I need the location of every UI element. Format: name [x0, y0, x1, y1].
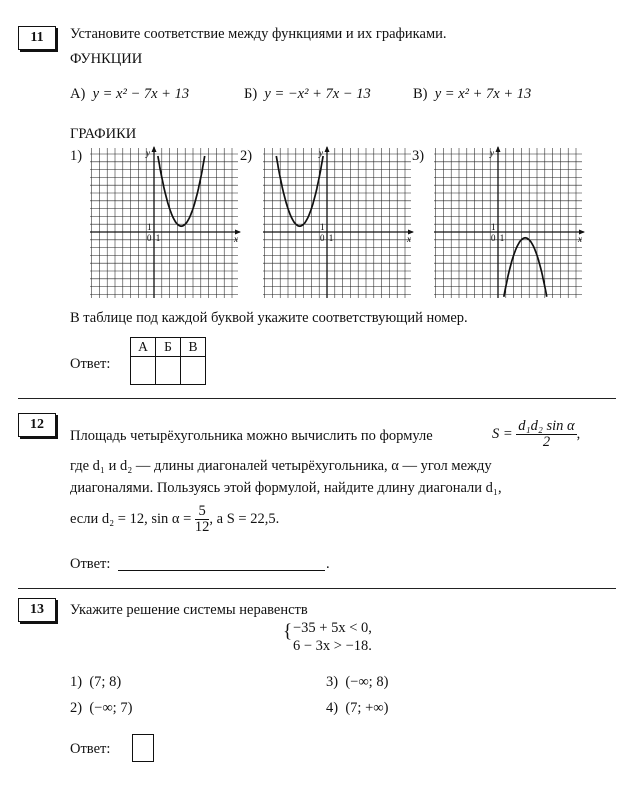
option-3-value: (−∞; 8)	[345, 674, 389, 690]
function-b-formula: y = −x² + 7x − 13	[264, 86, 371, 102]
task12-line-4-end: , а S = 22,5.	[209, 510, 280, 527]
answer-field-period: .	[326, 556, 330, 572]
graphs-heading: ГРАФИКИ	[70, 126, 137, 142]
graph-2-curve	[276, 156, 323, 226]
graph-1-unit-y-label: 1	[147, 222, 152, 233]
graph-2-unit-y-label: 1	[320, 222, 325, 233]
graph-3-label: 3)	[412, 148, 425, 164]
task12-line-4	[70, 504, 279, 535]
sin-denominator: 12	[194, 519, 210, 535]
graph-2-label: 2)	[240, 148, 253, 164]
function-c-formula: y = x² + 7x + 13	[434, 86, 532, 102]
graph-3-unit-y-label: 1	[491, 222, 496, 233]
task13-answer-box[interactable]	[132, 734, 154, 762]
answer-cell-b[interactable]	[156, 357, 181, 385]
option-1-label: 1)	[70, 674, 83, 690]
task12-line-1: Площадь четырёхугольника можно вычислить по формуле	[70, 428, 433, 444]
graph-1-x-label: x	[234, 234, 238, 244]
function-a-formula: y = x² − 7x + 13	[92, 86, 190, 102]
option-1-value: (7; 8)	[89, 674, 122, 690]
system-line-2: 6 − 3x > −18.	[293, 638, 372, 654]
graph-2-unit-x-label: 1	[328, 233, 334, 243]
answer-cell-a[interactable]	[131, 357, 156, 385]
option-1[interactable]	[70, 674, 121, 691]
task12-answer-field[interactable]	[118, 556, 325, 571]
sin-fraction	[195, 504, 210, 535]
task12-answer-label: Ответ:	[70, 556, 111, 572]
graph-3-origin-label: 0	[491, 233, 496, 243]
area-formula-denominator: 2	[542, 434, 551, 450]
graph-3-y-label: y	[490, 148, 494, 158]
graph-3-curve	[504, 238, 547, 297]
task13-answer-label: Ответ:	[70, 741, 111, 757]
function-c	[413, 86, 531, 103]
task-number-13: 13	[18, 598, 56, 622]
task12-line-2: где d₁ и d₂ — длины диагоналей четырёхугольника, α — угол между	[70, 458, 492, 474]
task11-answer-label: Ответ:	[70, 356, 111, 372]
graph-2	[261, 146, 417, 302]
answer-header-b: Б	[156, 338, 181, 357]
graph-2-x-label: x	[407, 234, 411, 244]
option-2-label: 2)	[70, 700, 83, 716]
option-3-label: 3)	[326, 674, 339, 690]
answer-cell-c[interactable]	[181, 357, 206, 385]
function-c-letter: В)	[413, 86, 428, 102]
sin-numerator: 5	[195, 504, 210, 520]
graph-1-unit-x-label: 1	[155, 233, 161, 243]
task12-line-4-start: если d₂ = 12, sin α =	[70, 510, 192, 527]
graph-3	[432, 146, 588, 302]
task-number-12: 12	[18, 413, 56, 437]
graph-1-origin-label: 0	[147, 233, 152, 243]
graph-1-label: 1)	[70, 148, 83, 164]
task13-prompt: Укажите решение системы неравенств	[70, 602, 308, 618]
divider	[18, 398, 616, 399]
graph-3-x-label: x	[578, 234, 582, 244]
option-2[interactable]	[70, 700, 132, 717]
graph-1	[88, 146, 244, 302]
system-line-1: −35 + 5x < 0,	[293, 620, 372, 636]
graph-2-origin-label: 0	[320, 233, 325, 243]
table-instruction: В таблице под каждой буквой укажите соответствующий номер.	[70, 310, 468, 326]
divider	[18, 588, 616, 589]
task12-line-3: диагоналями. Пользуясь этой формулой, найдите длину диагонали d₁,	[70, 480, 502, 496]
system-brace: {	[283, 621, 293, 642]
graph-1-curve	[158, 156, 205, 226]
graph-1-y-label: y	[146, 148, 150, 158]
option-4[interactable]	[326, 700, 388, 717]
function-a	[70, 86, 189, 103]
task-number-11: 11	[18, 26, 56, 50]
area-formula-lhs: S =	[492, 425, 513, 442]
function-b-letter: Б)	[244, 86, 258, 102]
area-formula-numerator: d₁d₂ sin α	[518, 418, 575, 434]
function-a-letter: А)	[70, 86, 86, 102]
option-4-value: (7; +∞)	[345, 700, 389, 716]
answer-table	[130, 337, 206, 385]
task11-prompt: Установите соответствие между функциями и их графиками.	[70, 26, 447, 42]
function-b	[244, 86, 371, 103]
answer-header-c: В	[181, 338, 206, 357]
area-formula-fraction	[516, 419, 576, 450]
area-formula: S = $\frac{\text{d₁d₂ sin α}}{2}$ ,	[492, 418, 581, 450]
graph-3-unit-x-label: 1	[499, 233, 505, 243]
option-3[interactable]	[326, 674, 388, 691]
option-4-label: 4)	[326, 700, 339, 716]
graph-2-y-label: y	[319, 148, 323, 158]
answer-header-a: А	[131, 338, 156, 357]
option-2-value: (−∞; 7)	[89, 700, 133, 716]
functions-heading: ФУНКЦИИ	[70, 51, 143, 67]
